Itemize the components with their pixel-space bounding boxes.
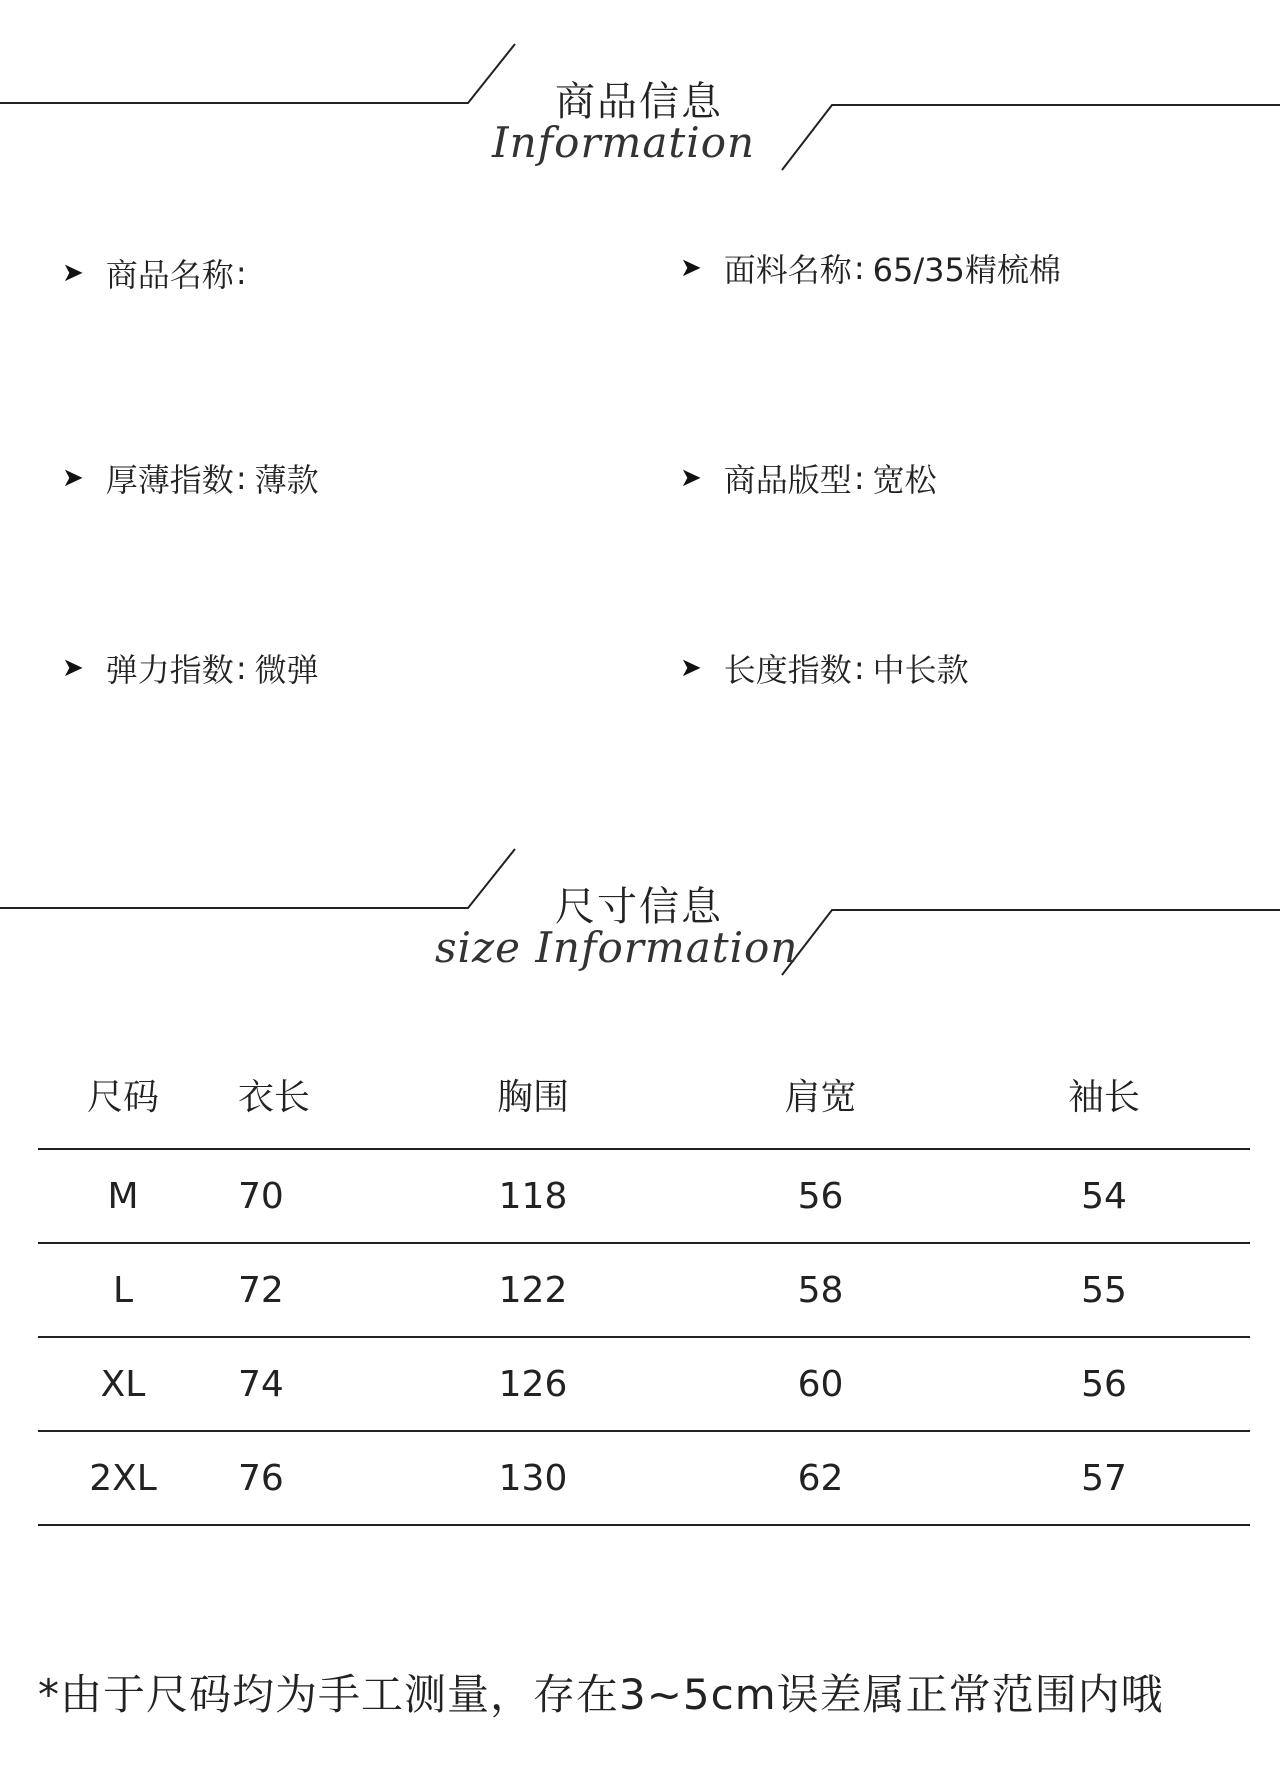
- arrow-icon: ➤: [680, 653, 702, 683]
- cell-sleeve: 55: [958, 1243, 1250, 1337]
- info-item-thickness: [62, 455, 319, 501]
- info-label: 弹力指数: [105, 651, 234, 689]
- header-chest: 胸围: [383, 1055, 683, 1149]
- info-label: 厚薄指数: [105, 461, 234, 499]
- info-label: 商品名称: [105, 256, 234, 294]
- info-item-length: [680, 645, 969, 691]
- product-info-script: Information: [492, 118, 756, 167]
- arrow-icon: ➤: [62, 653, 84, 683]
- cell-length: 76: [208, 1431, 383, 1525]
- cell-size: XL: [38, 1337, 208, 1431]
- cell-size: M: [38, 1149, 208, 1243]
- header-size: 尺码: [38, 1055, 208, 1149]
- size-info-script: size Information: [435, 923, 799, 972]
- info-value: 中长款: [872, 651, 969, 689]
- info-value: 薄款: [254, 461, 319, 499]
- cell-chest: 118: [383, 1149, 683, 1243]
- cell-shoulder: 60: [683, 1337, 958, 1431]
- cell-length: 72: [208, 1243, 383, 1337]
- cell-length: 70: [208, 1149, 383, 1243]
- cell-chest: 122: [383, 1243, 683, 1337]
- arrow-icon: ➤: [680, 253, 702, 283]
- info-sep: :: [853, 649, 865, 687]
- cell-sleeve: 57: [958, 1431, 1250, 1525]
- cell-shoulder: 58: [683, 1243, 958, 1337]
- header-length: 衣长: [208, 1055, 383, 1149]
- cell-length: 74: [208, 1337, 383, 1431]
- arrow-icon: ➤: [62, 258, 84, 288]
- cell-size: L: [38, 1243, 208, 1337]
- measurement-note: *由于尺码均为手工测量，存在3~5cm误差属正常范围内哦: [38, 1670, 1164, 1719]
- info-item-elasticity: [62, 645, 319, 691]
- table-row: [38, 1431, 1250, 1525]
- info-sep: :: [853, 249, 865, 287]
- cell-size: 2XL: [38, 1431, 208, 1525]
- table-row: [38, 1337, 1250, 1431]
- cell-shoulder: 56: [683, 1149, 958, 1243]
- arrow-icon: ➤: [680, 463, 702, 493]
- cell-sleeve: 56: [958, 1337, 1250, 1431]
- info-item-fabric: [680, 245, 1061, 291]
- info-label: 面料名称: [723, 251, 852, 289]
- size-table: [38, 1055, 1250, 1526]
- info-value: 微弹: [254, 651, 319, 689]
- info-sep: :: [235, 459, 247, 497]
- info-sep: :: [853, 459, 865, 497]
- info-item-name: [62, 250, 255, 296]
- info-label: 商品版型: [723, 461, 852, 499]
- arrow-icon: ➤: [62, 463, 84, 493]
- table-row: [38, 1149, 1250, 1243]
- info-sep: :: [235, 254, 247, 292]
- table-row: [38, 1243, 1250, 1337]
- info-item-fit: [680, 455, 937, 501]
- table-header-row: [38, 1055, 1250, 1149]
- size-info-title: 尺寸信息: [555, 884, 723, 930]
- cell-sleeve: 54: [958, 1149, 1250, 1243]
- info-value: 宽松: [872, 461, 937, 499]
- cell-shoulder: 62: [683, 1431, 958, 1525]
- info-label: 长度指数: [723, 651, 852, 689]
- product-info-header: [0, 40, 1280, 180]
- header-sleeve: 袖长: [958, 1055, 1250, 1149]
- cell-chest: 126: [383, 1337, 683, 1431]
- info-sep: :: [235, 649, 247, 687]
- info-value: 65/35精梳棉: [872, 251, 1061, 289]
- product-info-title: 商品信息: [555, 79, 723, 125]
- cell-chest: 130: [383, 1431, 683, 1525]
- size-info-header: [0, 845, 1280, 985]
- header-shoulder: 肩宽: [683, 1055, 958, 1149]
